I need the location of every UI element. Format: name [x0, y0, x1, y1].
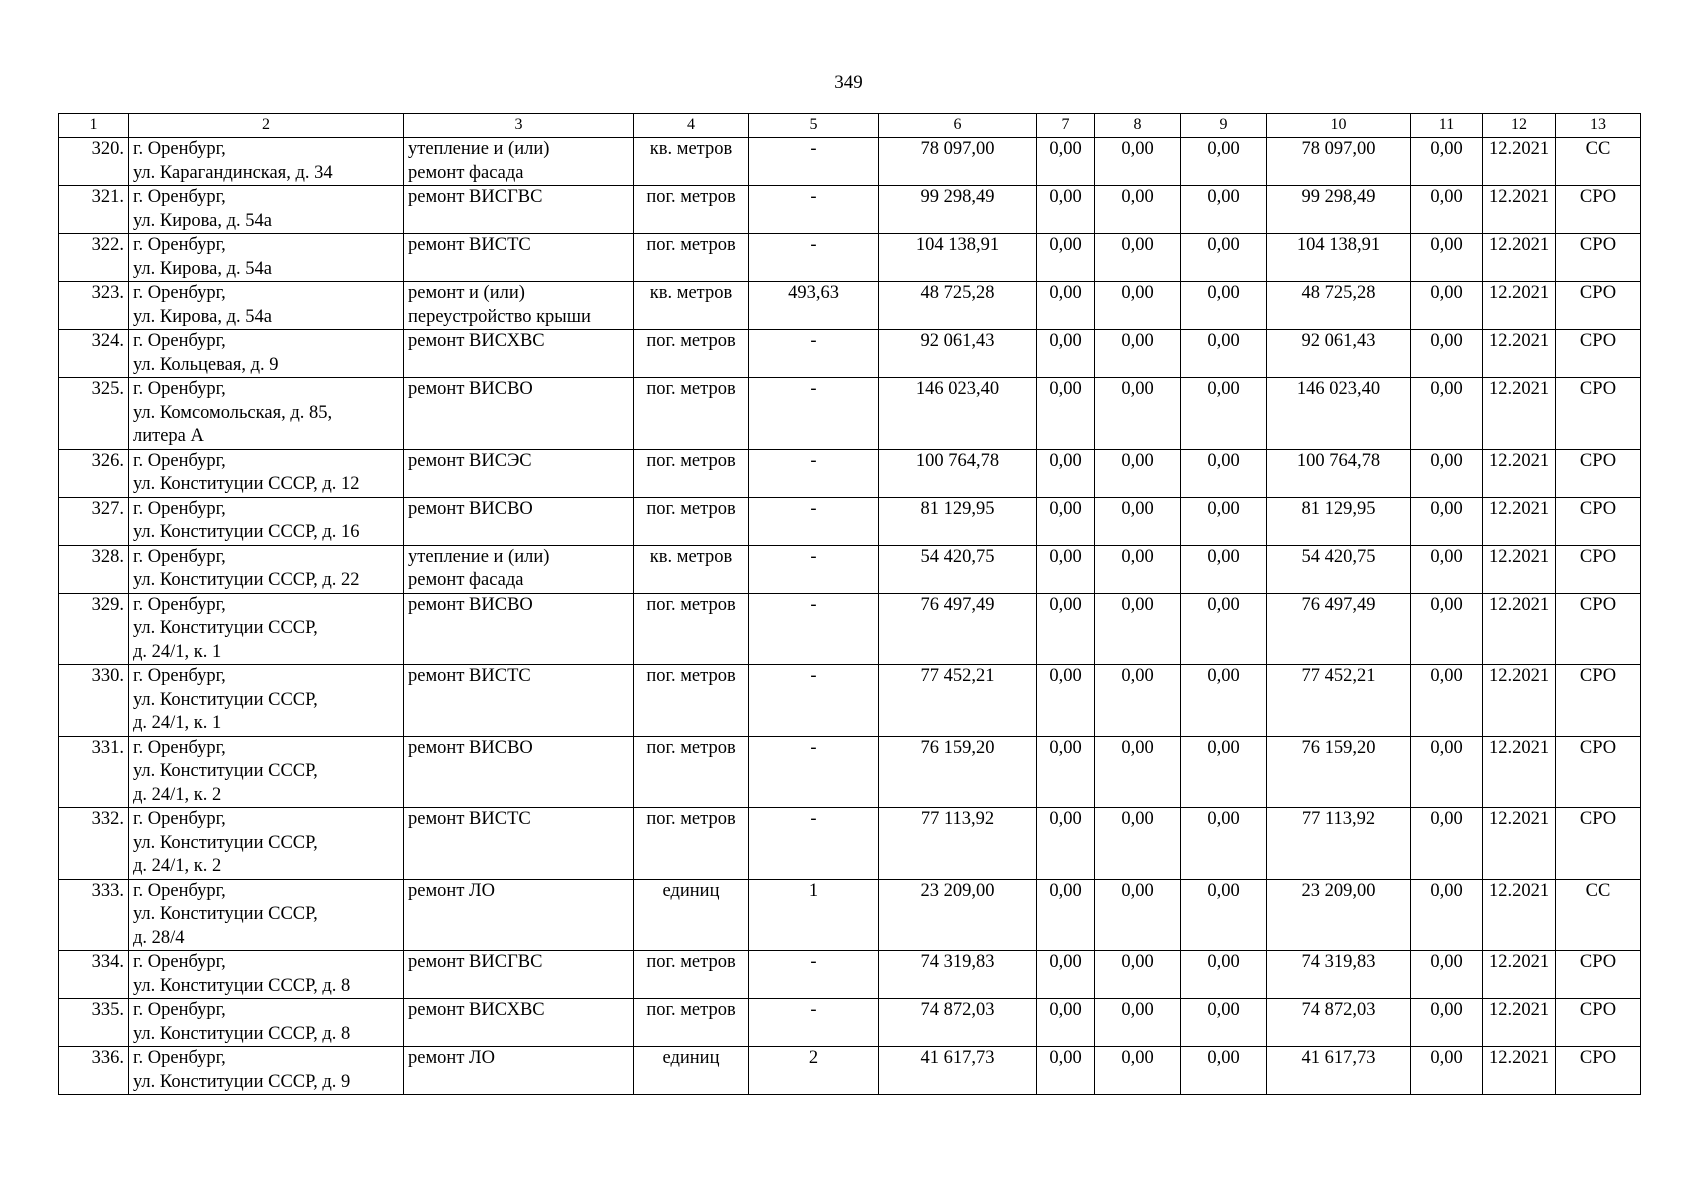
- unit-cell: пог. метров: [634, 951, 749, 999]
- cost-cell: 0,00: [1037, 879, 1095, 951]
- method-code-cell: СРО: [1556, 736, 1641, 808]
- table-row: [59, 138, 1641, 186]
- completion-date-cell: 12.2021: [1483, 593, 1556, 665]
- table-row: [59, 808, 1641, 880]
- quantity-cell: -: [749, 138, 879, 186]
- cost-cell: 0,00: [1037, 736, 1095, 808]
- cost-cell: 0,00: [1095, 497, 1181, 545]
- total-cost-cell: 104 138,91: [879, 234, 1037, 282]
- work-type-cell: ремонт ВИСВО: [404, 736, 634, 808]
- row-number-cell: 329.: [59, 593, 129, 665]
- cost-cell: 0,00: [1411, 330, 1483, 378]
- cost-cell: 0,00: [1411, 545, 1483, 593]
- address-cell: г. Оренбург, ул. Конституции СССР, д. 24/1, к. 2: [129, 736, 404, 808]
- completion-date-cell: 12.2021: [1483, 545, 1556, 593]
- row-number-cell: 322.: [59, 234, 129, 282]
- cost-cell: 0,00: [1095, 330, 1181, 378]
- column-header: 11: [1411, 114, 1483, 138]
- row-number-cell: 332.: [59, 808, 129, 880]
- cost-cell: 0,00: [1037, 330, 1095, 378]
- unit-cell: единиц: [634, 879, 749, 951]
- column-header: 7: [1037, 114, 1095, 138]
- total-cost-cell: 74 872,03: [879, 999, 1037, 1047]
- quantity-cell: 1: [749, 879, 879, 951]
- column-header: 4: [634, 114, 749, 138]
- completion-date-cell: 12.2021: [1483, 951, 1556, 999]
- work-type-cell: ремонт ВИСХВС: [404, 999, 634, 1047]
- column-header: 9: [1181, 114, 1267, 138]
- cost-cell: 0,00: [1411, 234, 1483, 282]
- cost-cell: 0,00: [1095, 545, 1181, 593]
- cost-cell: 0,00: [1095, 808, 1181, 880]
- unit-cell: пог. метров: [634, 593, 749, 665]
- address-cell: г. Оренбург, ул. Конституции СССР, д. 22: [129, 545, 404, 593]
- row-number-cell: 331.: [59, 736, 129, 808]
- unit-cell: пог. метров: [634, 330, 749, 378]
- total-cost-cell: 146 023,40: [879, 378, 1037, 450]
- cost-cell: 0,00: [1095, 736, 1181, 808]
- quantity-cell: -: [749, 497, 879, 545]
- address-cell: г. Оренбург, ул. Кирова, д. 54а: [129, 234, 404, 282]
- table-row: [59, 1047, 1641, 1095]
- work-type-cell: ремонт ВИСЭС: [404, 449, 634, 497]
- cost-cell: 0,00: [1181, 879, 1267, 951]
- completion-date-cell: 12.2021: [1483, 808, 1556, 880]
- table-row: [59, 497, 1641, 545]
- address-cell: г. Оренбург, ул. Конституции СССР, д. 12: [129, 449, 404, 497]
- cost-cell: 0,00: [1037, 186, 1095, 234]
- cost-cell: 76 497,49: [1267, 593, 1411, 665]
- table-row: [59, 999, 1641, 1047]
- cost-cell: 0,00: [1411, 593, 1483, 665]
- cost-cell: 0,00: [1037, 378, 1095, 450]
- column-header: 6: [879, 114, 1037, 138]
- row-number-cell: 324.: [59, 330, 129, 378]
- cost-cell: 0,00: [1037, 282, 1095, 330]
- table-row: [59, 282, 1641, 330]
- cost-cell: 0,00: [1411, 1047, 1483, 1095]
- total-cost-cell: 81 129,95: [879, 497, 1037, 545]
- method-code-cell: СРО: [1556, 378, 1641, 450]
- cost-cell: 0,00: [1181, 736, 1267, 808]
- cost-cell: 0,00: [1411, 951, 1483, 999]
- row-number-cell: 321.: [59, 186, 129, 234]
- unit-cell: пог. метров: [634, 234, 749, 282]
- unit-cell: кв. метров: [634, 138, 749, 186]
- cost-cell: 0,00: [1095, 282, 1181, 330]
- row-number-cell: 330.: [59, 665, 129, 737]
- work-type-cell: ремонт ВИСВО: [404, 497, 634, 545]
- completion-date-cell: 12.2021: [1483, 234, 1556, 282]
- total-cost-cell: 92 061,43: [879, 330, 1037, 378]
- total-cost-cell: 77 452,21: [879, 665, 1037, 737]
- cost-cell: 0,00: [1037, 449, 1095, 497]
- total-cost-cell: 76 497,49: [879, 593, 1037, 665]
- total-cost-cell: 41 617,73: [879, 1047, 1037, 1095]
- cost-cell: 0,00: [1411, 879, 1483, 951]
- cost-cell: 0,00: [1181, 282, 1267, 330]
- cost-cell: 0,00: [1037, 593, 1095, 665]
- cost-cell: 41 617,73: [1267, 1047, 1411, 1095]
- cost-cell: 23 209,00: [1267, 879, 1411, 951]
- cost-cell: 81 129,95: [1267, 497, 1411, 545]
- row-number-cell: 327.: [59, 497, 129, 545]
- cost-cell: 0,00: [1181, 1047, 1267, 1095]
- row-number-cell: 328.: [59, 545, 129, 593]
- column-header: 12: [1483, 114, 1556, 138]
- cost-cell: 146 023,40: [1267, 378, 1411, 450]
- address-cell: г. Оренбург, ул. Комсомольская, д. 85, литера А: [129, 378, 404, 450]
- unit-cell: кв. метров: [634, 282, 749, 330]
- work-type-cell: ремонт ВИСТС: [404, 665, 634, 737]
- unit-cell: кв. метров: [634, 545, 749, 593]
- unit-cell: пог. метров: [634, 186, 749, 234]
- column-header: 10: [1267, 114, 1411, 138]
- address-cell: г. Оренбург, ул. Конституции СССР, д. 16: [129, 497, 404, 545]
- cost-cell: 0,00: [1181, 665, 1267, 737]
- address-cell: г. Оренбург, ул. Конституции СССР, д. 28/4: [129, 879, 404, 951]
- completion-date-cell: 12.2021: [1483, 186, 1556, 234]
- cost-cell: 0,00: [1411, 449, 1483, 497]
- cost-cell: 92 061,43: [1267, 330, 1411, 378]
- cost-cell: 0,00: [1181, 808, 1267, 880]
- cost-cell: 0,00: [1095, 951, 1181, 999]
- unit-cell: пог. метров: [634, 999, 749, 1047]
- cost-cell: 0,00: [1095, 1047, 1181, 1095]
- address-cell: г. Оренбург, ул. Конституции СССР, д. 9: [129, 1047, 404, 1095]
- quantity-cell: -: [749, 951, 879, 999]
- quantity-cell: -: [749, 330, 879, 378]
- quantity-cell: -: [749, 186, 879, 234]
- cost-cell: 0,00: [1181, 138, 1267, 186]
- method-code-cell: СРО: [1556, 330, 1641, 378]
- column-header: 5: [749, 114, 879, 138]
- quantity-cell: -: [749, 808, 879, 880]
- row-number-cell: 333.: [59, 879, 129, 951]
- cost-cell: 0,00: [1095, 186, 1181, 234]
- method-code-cell: СРО: [1556, 808, 1641, 880]
- cost-cell: 0,00: [1181, 951, 1267, 999]
- table-row: [59, 879, 1641, 951]
- quantity-cell: -: [749, 545, 879, 593]
- work-type-cell: ремонт ВИСТС: [404, 808, 634, 880]
- cost-cell: 74 872,03: [1267, 999, 1411, 1047]
- work-type-cell: ремонт ВИСВО: [404, 378, 634, 450]
- cost-cell: 0,00: [1181, 545, 1267, 593]
- row-number-cell: 326.: [59, 449, 129, 497]
- column-header: 3: [404, 114, 634, 138]
- method-code-cell: СРО: [1556, 593, 1641, 665]
- cost-cell: 76 159,20: [1267, 736, 1411, 808]
- work-type-cell: утепление и (или) ремонт фасада: [404, 545, 634, 593]
- address-cell: г. Оренбург, ул. Кольцевая, д. 9: [129, 330, 404, 378]
- cost-cell: 0,00: [1095, 234, 1181, 282]
- cost-cell: 77 452,21: [1267, 665, 1411, 737]
- total-cost-cell: 100 764,78: [879, 449, 1037, 497]
- cost-cell: 0,00: [1095, 999, 1181, 1047]
- cost-cell: 0,00: [1037, 497, 1095, 545]
- cost-cell: 0,00: [1411, 186, 1483, 234]
- method-code-cell: СРО: [1556, 1047, 1641, 1095]
- repair-register-table: [58, 113, 1641, 1095]
- cost-cell: 0,00: [1411, 808, 1483, 880]
- method-code-cell: СРО: [1556, 186, 1641, 234]
- quantity-cell: -: [749, 736, 879, 808]
- total-cost-cell: 54 420,75: [879, 545, 1037, 593]
- table-row: [59, 186, 1641, 234]
- total-cost-cell: 23 209,00: [879, 879, 1037, 951]
- row-number-cell: 334.: [59, 951, 129, 999]
- cost-cell: 0,00: [1411, 999, 1483, 1047]
- column-header: 2: [129, 114, 404, 138]
- unit-cell: единиц: [634, 1047, 749, 1095]
- method-code-cell: СРО: [1556, 449, 1641, 497]
- cost-cell: 0,00: [1181, 593, 1267, 665]
- address-cell: г. Оренбург, ул. Кирова, д. 54а: [129, 186, 404, 234]
- cost-cell: 0,00: [1095, 593, 1181, 665]
- row-number-cell: 336.: [59, 1047, 129, 1095]
- cost-cell: 0,00: [1181, 449, 1267, 497]
- cost-cell: 0,00: [1181, 234, 1267, 282]
- method-code-cell: СРО: [1556, 999, 1641, 1047]
- address-cell: г. Оренбург, ул. Конституции СССР, д. 8: [129, 951, 404, 999]
- quantity-cell: 2: [749, 1047, 879, 1095]
- cost-cell: 0,00: [1095, 665, 1181, 737]
- cost-cell: 100 764,78: [1267, 449, 1411, 497]
- completion-date-cell: 12.2021: [1483, 999, 1556, 1047]
- quantity-cell: 493,63: [749, 282, 879, 330]
- work-type-cell: ремонт ЛО: [404, 879, 634, 951]
- total-cost-cell: 76 159,20: [879, 736, 1037, 808]
- cost-cell: 0,00: [1095, 879, 1181, 951]
- cost-cell: 0,00: [1095, 449, 1181, 497]
- cost-cell: 0,00: [1181, 186, 1267, 234]
- cost-cell: 77 113,92: [1267, 808, 1411, 880]
- row-number-cell: 325.: [59, 378, 129, 450]
- total-cost-cell: 48 725,28: [879, 282, 1037, 330]
- address-cell: г. Оренбург, ул. Конституции СССР, д. 8: [129, 999, 404, 1047]
- cost-cell: 0,00: [1411, 282, 1483, 330]
- cost-cell: 0,00: [1037, 999, 1095, 1047]
- address-cell: г. Оренбург, ул. Карагандинская, д. 34: [129, 138, 404, 186]
- cost-cell: 0,00: [1037, 138, 1095, 186]
- completion-date-cell: 12.2021: [1483, 449, 1556, 497]
- table-row: [59, 545, 1641, 593]
- completion-date-cell: 12.2021: [1483, 378, 1556, 450]
- method-code-cell: СРО: [1556, 497, 1641, 545]
- method-code-cell: СС: [1556, 879, 1641, 951]
- cost-cell: 0,00: [1181, 999, 1267, 1047]
- cost-cell: 99 298,49: [1267, 186, 1411, 234]
- cost-cell: 0,00: [1411, 497, 1483, 545]
- total-cost-cell: 78 097,00: [879, 138, 1037, 186]
- cost-cell: 0,00: [1411, 736, 1483, 808]
- unit-cell: пог. метров: [634, 449, 749, 497]
- completion-date-cell: 12.2021: [1483, 138, 1556, 186]
- cost-cell: 0,00: [1181, 330, 1267, 378]
- work-type-cell: ремонт ВИСТС: [404, 234, 634, 282]
- cost-cell: 0,00: [1411, 138, 1483, 186]
- cost-cell: 74 319,83: [1267, 951, 1411, 999]
- total-cost-cell: 99 298,49: [879, 186, 1037, 234]
- work-type-cell: ремонт ВИСГВС: [404, 951, 634, 999]
- table-row: [59, 449, 1641, 497]
- method-code-cell: СРО: [1556, 234, 1641, 282]
- completion-date-cell: 12.2021: [1483, 1047, 1556, 1095]
- work-type-cell: ремонт ВИСВО: [404, 593, 634, 665]
- work-type-cell: ремонт ВИСХВС: [404, 330, 634, 378]
- completion-date-cell: 12.2021: [1483, 879, 1556, 951]
- cost-cell: 0,00: [1411, 665, 1483, 737]
- cost-cell: 104 138,91: [1267, 234, 1411, 282]
- completion-date-cell: 12.2021: [1483, 497, 1556, 545]
- cost-cell: 0,00: [1181, 497, 1267, 545]
- cost-cell: 0,00: [1037, 545, 1095, 593]
- method-code-cell: СС: [1556, 138, 1641, 186]
- column-header: 1: [59, 114, 129, 138]
- row-number-cell: 320.: [59, 138, 129, 186]
- quantity-cell: -: [749, 378, 879, 450]
- unit-cell: пог. метров: [634, 736, 749, 808]
- table-row: [59, 234, 1641, 282]
- completion-date-cell: 12.2021: [1483, 665, 1556, 737]
- completion-date-cell: 12.2021: [1483, 330, 1556, 378]
- column-header: 13: [1556, 114, 1641, 138]
- address-cell: г. Оренбург, ул. Конституции СССР, д. 24/1, к. 2: [129, 808, 404, 880]
- quantity-cell: -: [749, 449, 879, 497]
- cost-cell: 0,00: [1037, 1047, 1095, 1095]
- cost-cell: 0,00: [1181, 378, 1267, 450]
- table-row: [59, 736, 1641, 808]
- page-number: 349: [834, 72, 863, 93]
- method-code-cell: СРО: [1556, 951, 1641, 999]
- work-type-cell: ремонт ВИСГВС: [404, 186, 634, 234]
- unit-cell: пог. метров: [634, 497, 749, 545]
- address-cell: г. Оренбург, ул. Конституции СССР, д. 24/1, к. 1: [129, 593, 404, 665]
- quantity-cell: -: [749, 234, 879, 282]
- cost-cell: 0,00: [1037, 808, 1095, 880]
- table-row: [59, 951, 1641, 999]
- quantity-cell: -: [749, 665, 879, 737]
- work-type-cell: утепление и (или) ремонт фасада: [404, 138, 634, 186]
- table-row: [59, 330, 1641, 378]
- table-body: [59, 138, 1641, 1095]
- cost-cell: 0,00: [1411, 378, 1483, 450]
- cost-cell: 0,00: [1037, 234, 1095, 282]
- cost-cell: 54 420,75: [1267, 545, 1411, 593]
- table-row: [59, 378, 1641, 450]
- table-row: [59, 665, 1641, 737]
- completion-date-cell: 12.2021: [1483, 736, 1556, 808]
- column-header: 8: [1095, 114, 1181, 138]
- quantity-cell: -: [749, 999, 879, 1047]
- cost-cell: 0,00: [1037, 951, 1095, 999]
- address-cell: г. Оренбург, ул. Конституции СССР, д. 24/1, к. 1: [129, 665, 404, 737]
- address-cell: г. Оренбург, ул. Кирова, д. 54а: [129, 282, 404, 330]
- method-code-cell: СРО: [1556, 282, 1641, 330]
- cost-cell: 78 097,00: [1267, 138, 1411, 186]
- method-code-cell: СРО: [1556, 545, 1641, 593]
- cost-cell: 0,00: [1095, 138, 1181, 186]
- table-row: [59, 593, 1641, 665]
- cost-cell: 0,00: [1037, 665, 1095, 737]
- cost-cell: 0,00: [1095, 378, 1181, 450]
- completion-date-cell: 12.2021: [1483, 282, 1556, 330]
- work-type-cell: ремонт ЛО: [404, 1047, 634, 1095]
- row-number-cell: 323.: [59, 282, 129, 330]
- unit-cell: пог. метров: [634, 665, 749, 737]
- method-code-cell: СРО: [1556, 665, 1641, 737]
- cost-cell: 48 725,28: [1267, 282, 1411, 330]
- total-cost-cell: 74 319,83: [879, 951, 1037, 999]
- quantity-cell: -: [749, 593, 879, 665]
- unit-cell: пог. метров: [634, 378, 749, 450]
- column-number-header-row: [59, 114, 1641, 138]
- row-number-cell: 335.: [59, 999, 129, 1047]
- unit-cell: пог. метров: [634, 808, 749, 880]
- total-cost-cell: 77 113,92: [879, 808, 1037, 880]
- work-type-cell: ремонт и (или) переустройство крыши: [404, 282, 634, 330]
